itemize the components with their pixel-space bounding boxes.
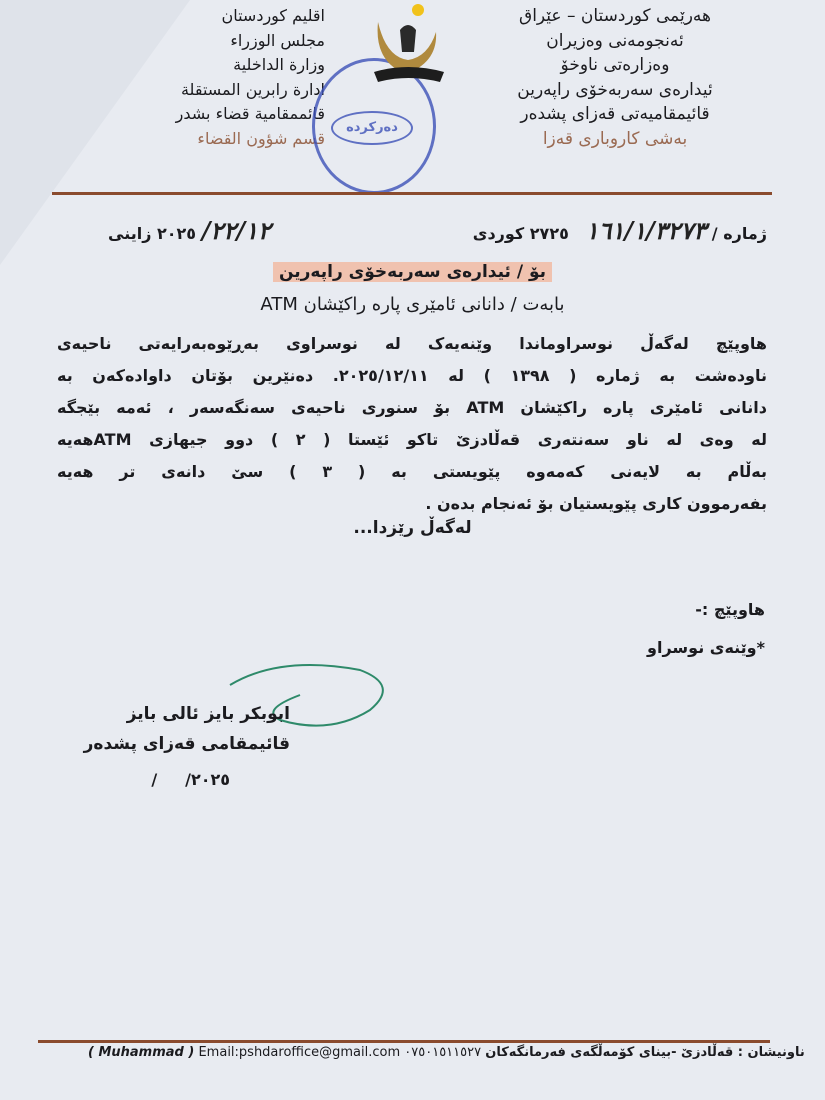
body-line: بفەرموون کاری پێویستیان بۆ ئەنجام بدەن . <box>425 494 767 513</box>
header-line: اقليم كوردستان <box>221 6 325 25</box>
signatory-name: ابوبكر بايز ئالى بايز <box>126 704 290 724</box>
header-line: وزارة الداخلية <box>233 55 325 74</box>
header-divider <box>52 192 772 195</box>
stamp-label: دەرکردە <box>331 111 413 145</box>
signatory-title: قائیمقامی قەزای پشدەر <box>83 734 290 754</box>
reference-label: ژمارە / <box>711 224 767 243</box>
header-line: قائممقامية قضاء بشدر <box>175 104 325 123</box>
header-line: مجلس الوزراء <box>230 30 325 50</box>
attachment-item: *وێنەی نوسراو <box>647 638 765 657</box>
header-line: بەشی کاروباری قەزا <box>542 128 688 149</box>
footer-note: ( Muhammad ) <box>88 1045 195 1060</box>
recipient <box>0 262 825 282</box>
signature-scribble <box>220 655 395 740</box>
footer <box>88 1045 805 1060</box>
footer-divider <box>38 1040 770 1043</box>
header-kurdish <box>465 4 765 151</box>
header-line: ئیدارەی سەربەخۆی راپەرین <box>517 79 713 100</box>
body-line: هاوپێچ لەگەڵ نوسراوماندا وێنەیەک لە نوسراوی بەڕێوەبەرایەتی ناحیەی <box>57 334 767 353</box>
signature-date: ٢٠٢٥/ / <box>151 770 230 789</box>
kurdish-year: ٢٧٢٥ كوردى <box>472 224 569 243</box>
recipient-text: بۆ / ئیدارەی سەربەخۆی راپەرین <box>273 262 552 282</box>
body-line: لە وەی لە ناو سەنتەری قەڵادزێ تاکو ئێستا ( ٢ ) دوو جیهازی ATMهەیە <box>57 430 767 449</box>
subject: بابەت / دانانی ئامێری پارە راکێشان ATM <box>260 294 565 315</box>
header-line: ادارة رابرين المستقلة <box>180 79 325 99</box>
body-line: دانانی ئامێری پارە راکێشان ATM بۆ سنوری ناحیەی سەنگەسەر ، ئەمە بێجگە <box>57 398 768 417</box>
gregorian-year: ٢٠٢٥ زاينى <box>108 224 197 243</box>
body-line: بەڵام بە لایەنی کەمەوە پێویستی بە ( ٣ ) سێ دانەی تر هەیە <box>57 462 768 481</box>
body-line: ناودەشت بە ژمارە ( ١٣٩٨ ) لە ٢٠٢٥/١٢/١١. دەنێرین بۆتان داوادەکەن بە <box>57 366 768 385</box>
header-line: هەرێمی کوردستان – عێراق <box>519 6 711 26</box>
letter-body <box>57 328 767 520</box>
footer-email: Email:pshdaroffice@gmail.com <box>198 1045 401 1060</box>
header-arabic <box>105 4 325 151</box>
attachments-label: هاوپێچ :- <box>695 600 765 619</box>
header-line: ئەنجومەنی وەزیران <box>546 30 684 51</box>
date-value: ٢٢/١٢/ <box>201 216 271 245</box>
header-line: قسم شؤون القضاء <box>197 128 325 148</box>
reference-number <box>473 216 767 245</box>
closing: لەگەڵ رێزدا... <box>353 518 472 538</box>
header-line: قائیمقامیەتی قەزای پشدەر <box>520 104 710 124</box>
footer-phone: ٠٧٥٠١٥١١٥٢٧ <box>404 1045 482 1060</box>
reference-date <box>108 216 271 245</box>
kurdistan-emblem-icon <box>366 2 450 88</box>
header-line: وەزارەتی ناوخۆ <box>560 55 670 75</box>
footer-address: ناونیشان : قەڵادزێ -بینای کۆمەڵگەی فەرمانگەکان <box>485 1045 805 1060</box>
reference-value: ١٦١/١/٣٢٧٣ <box>585 216 707 245</box>
